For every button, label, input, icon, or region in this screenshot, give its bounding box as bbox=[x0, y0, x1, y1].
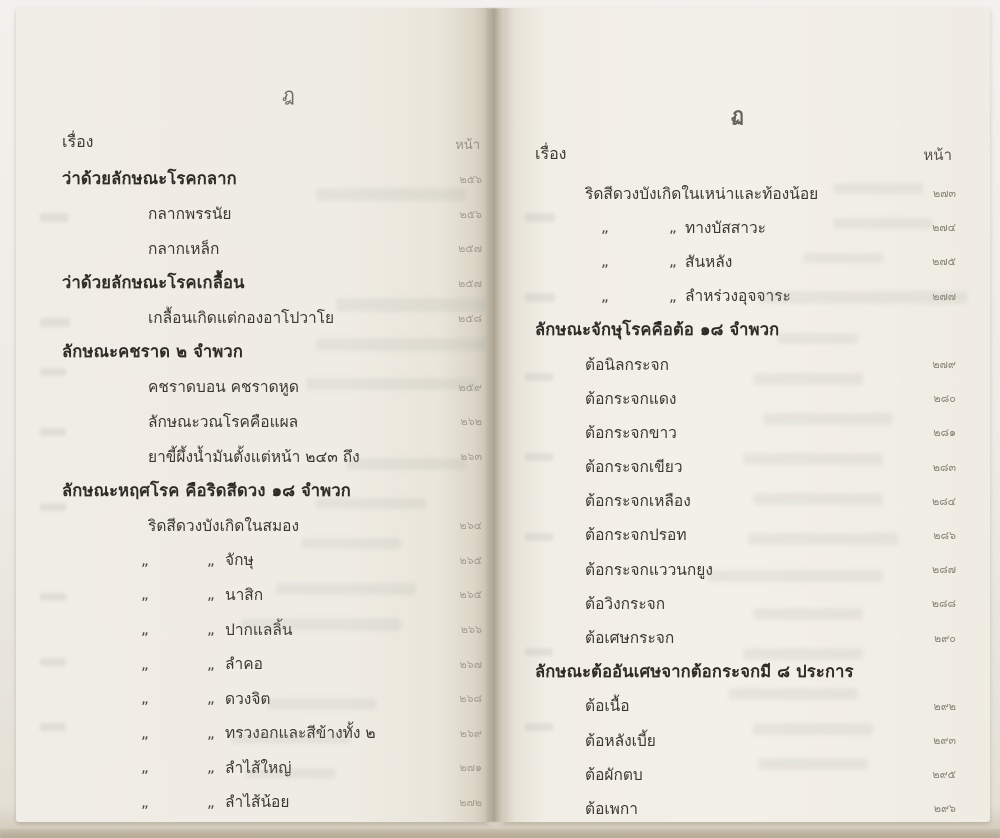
right-folio-letter: ฏ bbox=[731, 104, 744, 126]
toc-entry-row bbox=[535, 176, 956, 210]
toc-entry-row bbox=[62, 612, 482, 647]
toc-entry-row bbox=[535, 791, 956, 825]
ditto-mark: „ bbox=[669, 218, 677, 237]
toc-entry-title: สันหลัง bbox=[685, 252, 733, 271]
toc-entry-title: ต้อเพกา bbox=[585, 799, 638, 818]
toc-heading-row bbox=[62, 162, 482, 197]
toc-entry-title: ต้อวิงกระจก bbox=[585, 594, 666, 613]
left-column-headers bbox=[62, 130, 480, 155]
right-toc-entries bbox=[535, 176, 956, 826]
toc-entry-title: เกลื้อนเกิดแต่กองอาโปวาโย bbox=[148, 309, 335, 328]
toc-entry-row bbox=[62, 646, 482, 681]
toc-page-number: ๒๘๑ bbox=[933, 426, 956, 440]
toc-entry-row bbox=[535, 381, 956, 415]
toc-entry-title: ลักษณะหฤศโรค คือริดสีดวง ๑๘ จำพวก bbox=[62, 480, 351, 500]
toc-entry-row bbox=[535, 689, 956, 723]
toc-entry-row bbox=[535, 586, 956, 620]
toc-page-number: ๒๕๗ bbox=[458, 242, 482, 256]
toc-entry-title: ต้อกระจกแววนกยูง bbox=[585, 560, 713, 579]
ditto-mark: „ bbox=[207, 689, 215, 708]
ditto-mark: „ bbox=[141, 620, 149, 639]
toc-entry-row bbox=[62, 508, 482, 543]
ditto-mark: „ bbox=[669, 252, 677, 271]
book-right-page bbox=[503, 8, 990, 822]
toc-page-number: ๒๘๓ bbox=[932, 460, 956, 474]
toc-entry-title: ต้อกระจกขาว bbox=[585, 423, 677, 442]
toc-page-number: ๒๘๗ bbox=[931, 563, 956, 577]
ditto-mark: „ bbox=[141, 689, 149, 708]
toc-page-number: ๒๖๗ bbox=[459, 657, 482, 671]
left-toc-entries bbox=[62, 162, 482, 819]
ditto-mark: „ bbox=[207, 723, 215, 742]
toc-heading-row bbox=[62, 473, 482, 508]
toc-entry-title: ดวงจิต bbox=[225, 689, 271, 708]
toc-page-number: ๒๖๕ bbox=[459, 588, 482, 602]
toc-entry-row bbox=[535, 552, 956, 586]
toc-entry-row bbox=[62, 300, 482, 335]
ditto-mark: „ bbox=[601, 252, 609, 271]
toc-entry-title: ริดสีดวงบังเกิดในสมอง bbox=[148, 516, 300, 535]
toc-page-number: ๒๗๗ bbox=[932, 289, 956, 303]
toc-entry-title: ทางบัสสาวะ bbox=[685, 218, 766, 237]
toc-page-number: ๒๕๙ bbox=[458, 380, 482, 394]
toc-page-number: ๒๗๒ bbox=[459, 795, 482, 809]
ditto-mark: „ bbox=[141, 654, 149, 673]
toc-entry-title: ลักษณะคชราด ๒ จำพวก bbox=[62, 342, 244, 362]
toc-entry-title: ต้อเศษกระจก bbox=[585, 629, 675, 648]
ditto-mark: „ bbox=[601, 218, 609, 237]
toc-page-number: ๒๖๕ bbox=[459, 553, 482, 567]
toc-page-number: ๒๗๑ bbox=[459, 761, 482, 775]
toc-page-number: ๒๗๙ bbox=[932, 358, 956, 372]
toc-entry-title: จักษุ bbox=[225, 551, 254, 570]
toc-entry-row bbox=[535, 244, 956, 278]
ditto-mark: „ bbox=[207, 585, 215, 604]
toc-heading-row bbox=[535, 655, 956, 689]
toc-heading-row bbox=[62, 266, 482, 301]
toc-entry-title: กลากเหล็ก bbox=[148, 239, 220, 258]
toc-entry-title: ลักษณะจักษุโรคคือต้อ ๑๘ จำพวก bbox=[535, 319, 780, 339]
toc-entry-title: ต้อเนื้อ bbox=[585, 697, 630, 716]
toc-page-number: ๒๖๒ bbox=[460, 415, 482, 429]
toc-page-number: ๒๗๕ bbox=[932, 255, 956, 269]
toc-entry-title: ต้อกระจกเขียว bbox=[585, 458, 683, 477]
toc-entry-row bbox=[62, 404, 482, 439]
toc-page-number: ๒๘๘ bbox=[931, 597, 956, 611]
toc-page-number: ๒๕๗ bbox=[458, 277, 482, 291]
ditto-mark: „ bbox=[141, 585, 149, 604]
toc-entry-row bbox=[62, 231, 482, 266]
ditto-mark: „ bbox=[207, 620, 215, 639]
toc-entry-title: ลำหร่วงอุจจาระ bbox=[685, 287, 791, 306]
ditto-mark: „ bbox=[207, 550, 215, 569]
toc-entry-title: ว่าด้วยลักษณะโรคกลาก bbox=[62, 169, 237, 189]
toc-entry-title: ลำไส้ใหญ่ bbox=[225, 758, 292, 777]
ditto-mark: „ bbox=[207, 792, 215, 811]
toc-entry-title: ริดสีดวงบังเกิดในเหน่าและท้องน้อย bbox=[585, 184, 819, 203]
ditto-mark: „ bbox=[601, 286, 609, 305]
right-subject-header: เรื่อง bbox=[535, 144, 567, 163]
toc-entry-title: ว่าด้วยลักษณะโรคเกลื้อน bbox=[62, 273, 245, 293]
toc-entry-title: ต้อผักตบ bbox=[585, 765, 643, 784]
ditto-mark: „ bbox=[141, 758, 149, 777]
toc-entry-row bbox=[535, 347, 956, 381]
toc-page-number: ๒๕๖ bbox=[459, 173, 482, 187]
ditto-mark: „ bbox=[207, 758, 215, 777]
toc-entry-row bbox=[62, 716, 482, 751]
toc-entry-row bbox=[535, 450, 956, 484]
toc-entry-row bbox=[535, 518, 956, 552]
toc-page-number: ๒๗๓ bbox=[932, 187, 956, 201]
right-column-headers bbox=[535, 142, 952, 167]
toc-page-number: ๒๙๖ bbox=[933, 802, 956, 816]
toc-entry-title: กลากพรรนัย bbox=[148, 205, 232, 224]
toc-page-number: ๒๗๔ bbox=[932, 221, 956, 235]
toc-page-number: ๒๖๙ bbox=[459, 726, 482, 740]
toc-page-number: ๒๖๘ bbox=[459, 692, 482, 706]
toc-page-number: ๒๕๘ bbox=[457, 311, 482, 325]
toc-entry-title: ปากแลลิ้น bbox=[225, 620, 293, 639]
toc-entry-title: ต้อกระจกเหลือง bbox=[585, 492, 691, 511]
toc-entry-row bbox=[535, 210, 956, 244]
left-page-header: หน้า bbox=[455, 138, 480, 153]
toc-entry-title: ยาขี้ผึ้งน้ำมันตั้งแต่หน้า ๒๔๓ ถึง bbox=[148, 447, 360, 466]
right-page-header: หน้า bbox=[923, 146, 952, 164]
toc-entry-row bbox=[535, 484, 956, 518]
toc-entry-row bbox=[62, 370, 482, 405]
toc-page-number: ๒๖๖ bbox=[460, 623, 482, 637]
toc-page-number: ๒๕๖ bbox=[459, 207, 482, 221]
toc-page-number: ๒๙๐ bbox=[933, 631, 956, 645]
book-left-page bbox=[16, 8, 488, 822]
ditto-mark: „ bbox=[207, 654, 215, 673]
toc-page-number: ๒๙๕ bbox=[932, 768, 956, 782]
toc-entry-row bbox=[535, 723, 956, 757]
toc-page-number: ๒๘๔ bbox=[931, 494, 956, 508]
toc-entry-row bbox=[62, 750, 482, 785]
toc-entry-row bbox=[62, 785, 482, 820]
toc-entry-row bbox=[62, 439, 482, 474]
book-gutter-shadow bbox=[486, 8, 504, 822]
toc-entry-row bbox=[535, 279, 956, 313]
toc-entry-title: ลักษณะต้ออันเศษจากต้อกระจกมี ๘ ประการ bbox=[535, 661, 854, 681]
left-subject-header: เรื่อง bbox=[62, 132, 94, 151]
toc-entry-title: ต้อกระจกปรอท bbox=[585, 526, 687, 545]
ditto-mark: „ bbox=[141, 792, 149, 811]
ditto-mark: „ bbox=[669, 286, 677, 305]
toc-entry-row bbox=[535, 415, 956, 449]
toc-page-number: ๒๘๐ bbox=[933, 392, 956, 406]
left-folio-letter: ฎ bbox=[282, 84, 295, 106]
toc-entry-title: คชราดบอน คชราดหูด bbox=[148, 378, 299, 397]
toc-entry-title: ลักษณะวณโรคคือแผล bbox=[148, 412, 299, 431]
toc-entry-title: ทรวงอกและสีข้างทั้ง ๒ bbox=[225, 724, 376, 743]
toc-page-number: ๒๙๒ bbox=[933, 699, 956, 713]
toc-entry-row bbox=[62, 577, 482, 612]
toc-entry-row bbox=[535, 620, 956, 654]
toc-entry-row bbox=[62, 543, 482, 578]
toc-entry-title: ต้อนิลกระจก bbox=[585, 355, 669, 374]
toc-entry-row bbox=[62, 681, 482, 716]
toc-heading-row bbox=[535, 313, 956, 347]
toc-entry-title: นาสิก bbox=[225, 585, 264, 604]
toc-page-number: ๒๖๓ bbox=[460, 450, 482, 464]
toc-page-number: ๒๘๖ bbox=[933, 528, 956, 542]
toc-page-number: ๒๖๔ bbox=[459, 519, 482, 533]
table-edge-shadow bbox=[0, 829, 1000, 838]
toc-heading-row bbox=[62, 335, 482, 370]
toc-entry-title: ลำคอ bbox=[225, 655, 263, 674]
toc-entry-row bbox=[535, 757, 956, 791]
toc-entry-title: ต้อหลังเบี้ย bbox=[585, 731, 656, 750]
ditto-mark: „ bbox=[141, 723, 149, 742]
ditto-mark: „ bbox=[141, 550, 149, 569]
toc-entry-title: ลำไส้น้อย bbox=[225, 793, 290, 812]
toc-entry-title: ต้อกระจกแดง bbox=[585, 389, 677, 408]
toc-entry-row bbox=[62, 197, 482, 232]
toc-page-number: ๒๙๓ bbox=[933, 734, 956, 748]
